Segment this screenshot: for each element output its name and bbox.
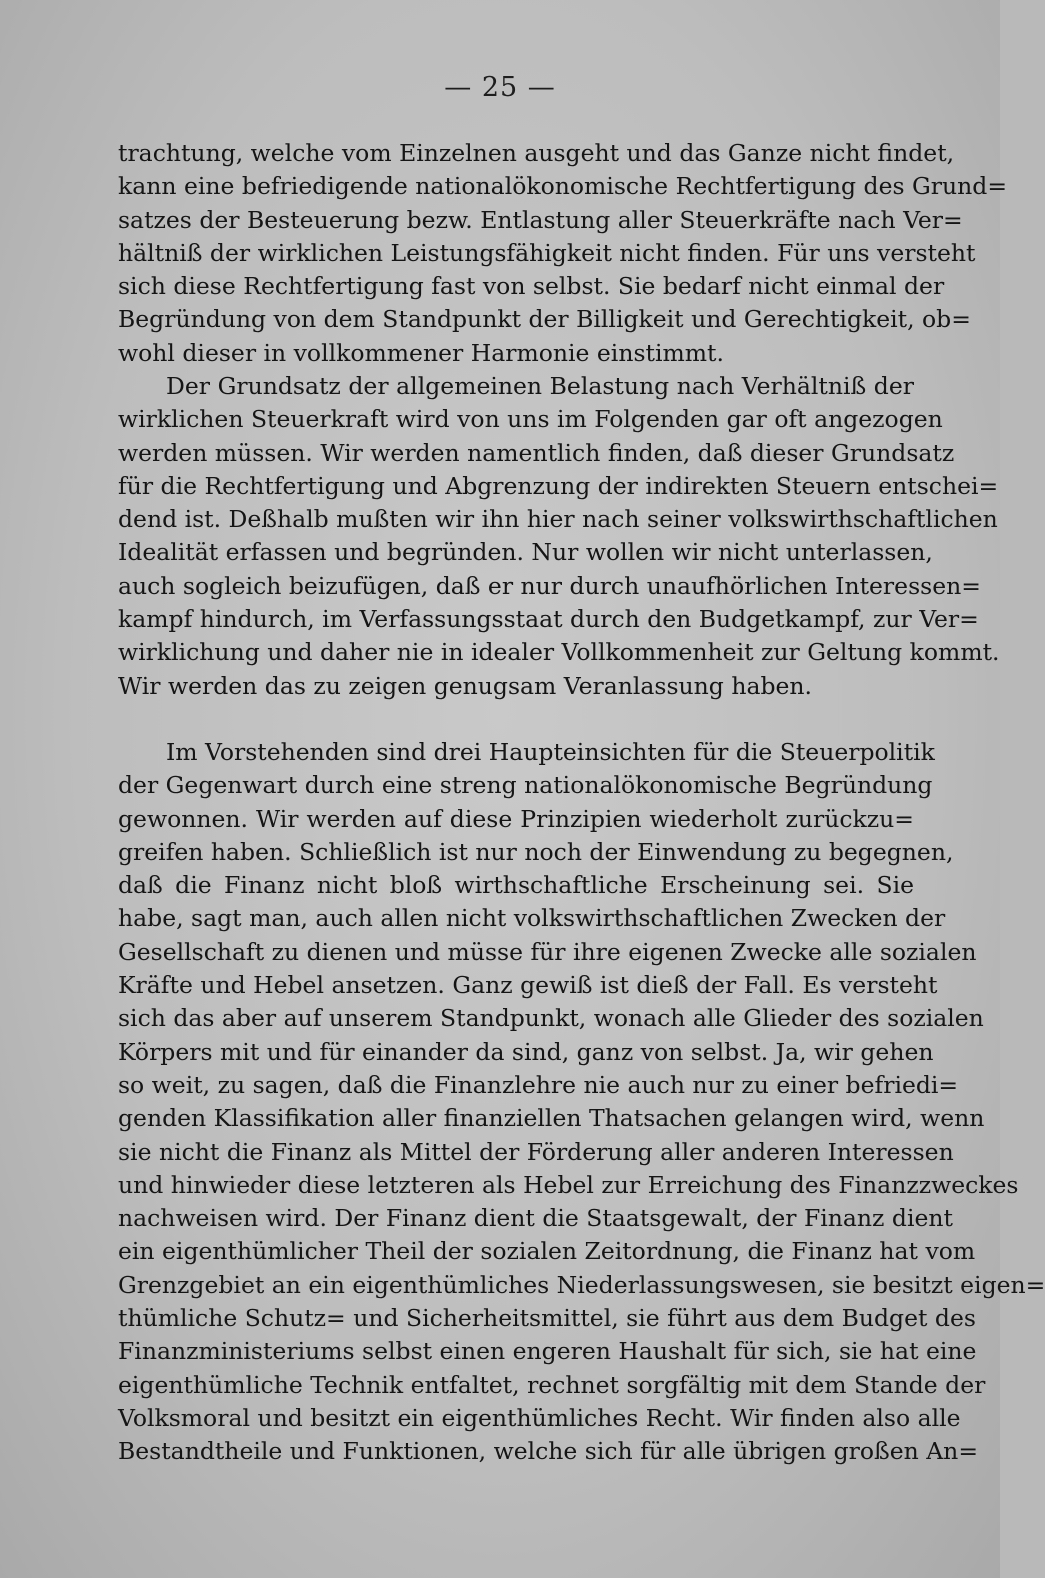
text-line: Der Grundsatz der allgemeinen Belastung nach Verhältniß der [166, 372, 914, 400]
paragraph-3 [118, 736, 1045, 1469]
text-line: und hinwieder diese letzteren als Hebel zur Erreichung des Finanzzweckes [118, 1170, 1019, 1199]
text-line: satzes der Besteuerung bezw. Entlastung aller Steuerkräfte nach Ver= [118, 205, 963, 234]
text-line: Kräfte und Hebel ansetzen. Ganz gewiß ist dieß der Fall. Es versteht [118, 971, 938, 1000]
text-line: greifen haben. Schließlich ist nur noch der Einwendung zu begegnen, [118, 837, 954, 866]
text-line: Im Vorstehenden sind drei Haupteinsichten für die Steuerpolitik [166, 738, 935, 766]
page-number: — 25 — [444, 72, 556, 103]
text-line: der Gegenwart durch eine streng nationalökonomische Begründung [118, 771, 933, 800]
text-line: genden Klassifikation aller finanziellen Thatsachen gelangen wird, wenn [118, 1104, 985, 1133]
text-line: wirklichen Steuerkraft wird von uns im Folgenden gar oft angezogen [118, 405, 943, 434]
text-line: sich diese Rechtfertigung fast von selbst. Sie bedarf nicht einmal der [118, 272, 945, 301]
text-line: kann eine befriedigende nationalökonomische Rechtfertigung des Grund= [118, 172, 1008, 201]
text-line: sich das aber auf unserem Standpunkt, wonach alle Glieder des sozialen [118, 1004, 984, 1033]
text-line: Gesellschaft zu dienen und müsse für ihre eigenen Zwecke alle sozialen [118, 937, 977, 966]
text-line: Idealität erfassen und begründen. Nur wollen wir nicht unterlassen, [118, 538, 933, 567]
text-line: für die Rechtfertigung und Abgrenzung der indirekten Steuern entschei= [118, 471, 999, 500]
text-line: trachtung, welche vom Einzelnen ausgeht und das Ganze nicht findet, [118, 139, 955, 167]
text-line: so weit, zu sagen, daß die Finanzlehre nie auch nur zu einer befriedi= [118, 1070, 959, 1099]
text-line: gewonnen. Wir werden auf diese Prinzipien wiederholt zurückzu= [118, 804, 914, 833]
text-line: thümliche Schutz= und Sicherheitsmittel, sie führt aus dem Budget des [118, 1304, 976, 1333]
text-line: kampf hindurch, im Verfassungsstaat durch den Budgetkampf, zur Ver= [118, 605, 979, 634]
text-line: Volksmoral und besitzt ein eigenthümliches Recht. Wir finden also alle [118, 1403, 961, 1432]
text-line: hältniß der wirklichen Leistungsfähigkeit nicht finden. Für uns versteht [118, 238, 976, 267]
text-line: eigenthümliche Technik entfaltet, rechnet sorgfältig mit dem Stande der [118, 1370, 986, 1399]
text-line: werden müssen. Wir werden namentlich finden, daß dieser Grundsatz [118, 438, 955, 467]
paragraph-1 [118, 137, 1008, 370]
text-line: sie nicht die Finanz als Mittel der Förderung aller anderen Interessen [118, 1137, 954, 1166]
text-line: daß die Finanz nicht bloß wirthschaftliche Erscheinung sei. Sie [118, 871, 914, 900]
text-line: wirklichung und daher nie in idealer Vollkommenheit zur Geltung kommt. [118, 638, 1000, 667]
text-line: habe, sagt man, auch allen nicht volkswirthschaftlichen Zwecken der [118, 904, 946, 933]
text-line: Körpers mit und für einander da sind, ganz von selbst. Ja, wir gehen [118, 1037, 934, 1066]
paragraph-2 [118, 370, 1000, 703]
text-line: dend ist. Deßhalb mußten wir ihn hier nach seiner volkswirthschaftlichen [118, 505, 998, 534]
text-line: Wir werden das zu zeigen genugsam Veranlassung haben. [118, 671, 813, 700]
text-line: ein eigenthümlicher Theil der sozialen Zeitordnung, die Finanz hat vom [118, 1237, 976, 1266]
text-line: Begründung von dem Standpunkt der Billigkeit und Gerechtigkeit, ob= [118, 305, 971, 334]
text-line: auch sogleich beizufügen, daß er nur durch unaufhörlichen Interessen= [118, 571, 981, 600]
text-line: Finanzministeriums selbst einen engeren Haushalt für sich, sie hat eine [118, 1337, 977, 1366]
text-line: Grenzgebiet an ein eigenthümliches Niederlassungswesen, sie besitzt eigen= [118, 1270, 1045, 1299]
text-line: wohl dieser in vollkommener Harmonie einstimmt. [118, 338, 724, 367]
text-line: nachweisen wird. Der Finanz dient die Staatsgewalt, der Finanz dient [118, 1204, 953, 1233]
text-line: Bestandtheile und Funktionen, welche sich für alle übrigen großen An= [118, 1437, 979, 1466]
